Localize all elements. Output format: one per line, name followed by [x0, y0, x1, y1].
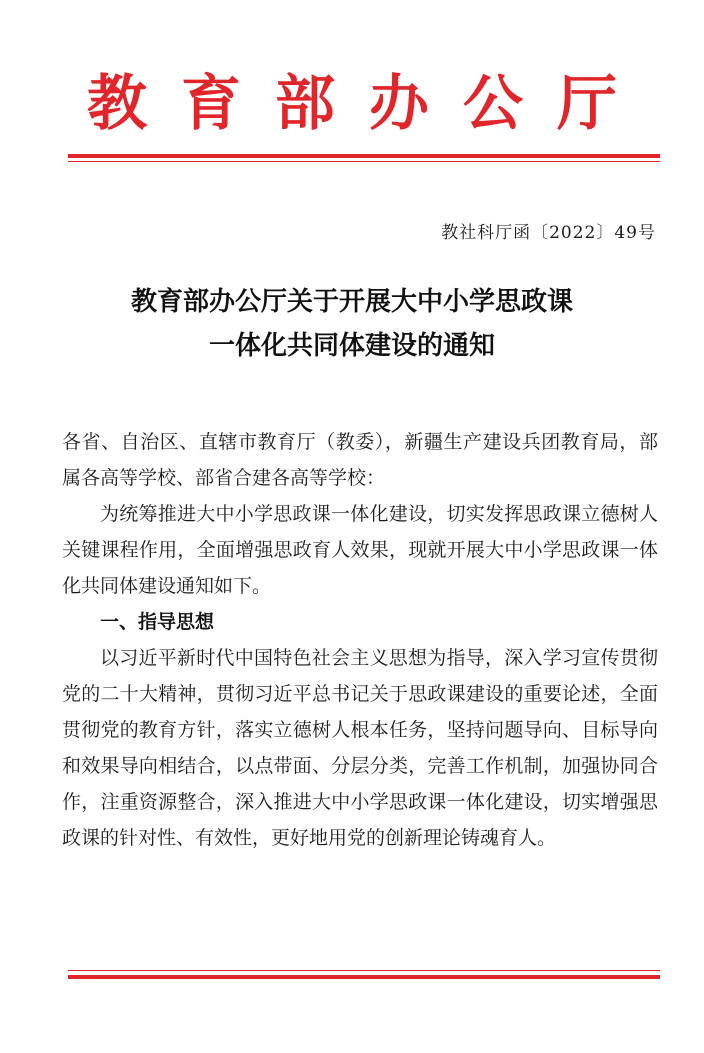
masthead-rule-thick [68, 154, 660, 158]
footer-rule-thin [68, 970, 660, 971]
section-paragraph: 以习近平新时代中国特色社会主义思想为指导，深入学习宣传贯彻党的二十大精神，贯彻习近平总书记关于思政课建设的重要论述，全面贯彻党的教育方针，落实立德树人根本任务，坚持问题导向、目标导向和效果导向相结合，以点带面、分层分类，完善工作机制，加强协同合作，注重资源整合，深入推进大中小学思政课一体化建设，切实增强思政课的针对性、有效性，更好地用党的创新理论铸魂育人。 [62, 647, 658, 849]
title-line-2: 一体化共同体建设的通知 [208, 331, 495, 361]
intro-paragraph: 为统筹推进大中小学思政课一体化建设，切实发挥思政课立德树人关键课程作用，全面增强思政育人效果，现就开展大中小学思政课一体化共同体建设通知如下。 [62, 503, 658, 597]
document-body [62, 424, 658, 856]
title-line-1: 教育部办公厅关于开展大中小学思政课 [130, 287, 573, 317]
document-title [0, 280, 704, 368]
section-heading: 一、指导思想 [100, 611, 215, 633]
document-number: 教社科厅函〔2022〕49号 [441, 223, 656, 243]
footer-rule-thick [68, 975, 660, 979]
addressee-paragraph: 各省、自治区、直辖市教育厅（教委），新疆生产建设兵团教育局，部属各高等学校、部省合建各高等学校： [62, 431, 658, 489]
masthead-title: 教育部办公厅 [87, 69, 651, 139]
masthead-rule-thin [68, 161, 660, 162]
